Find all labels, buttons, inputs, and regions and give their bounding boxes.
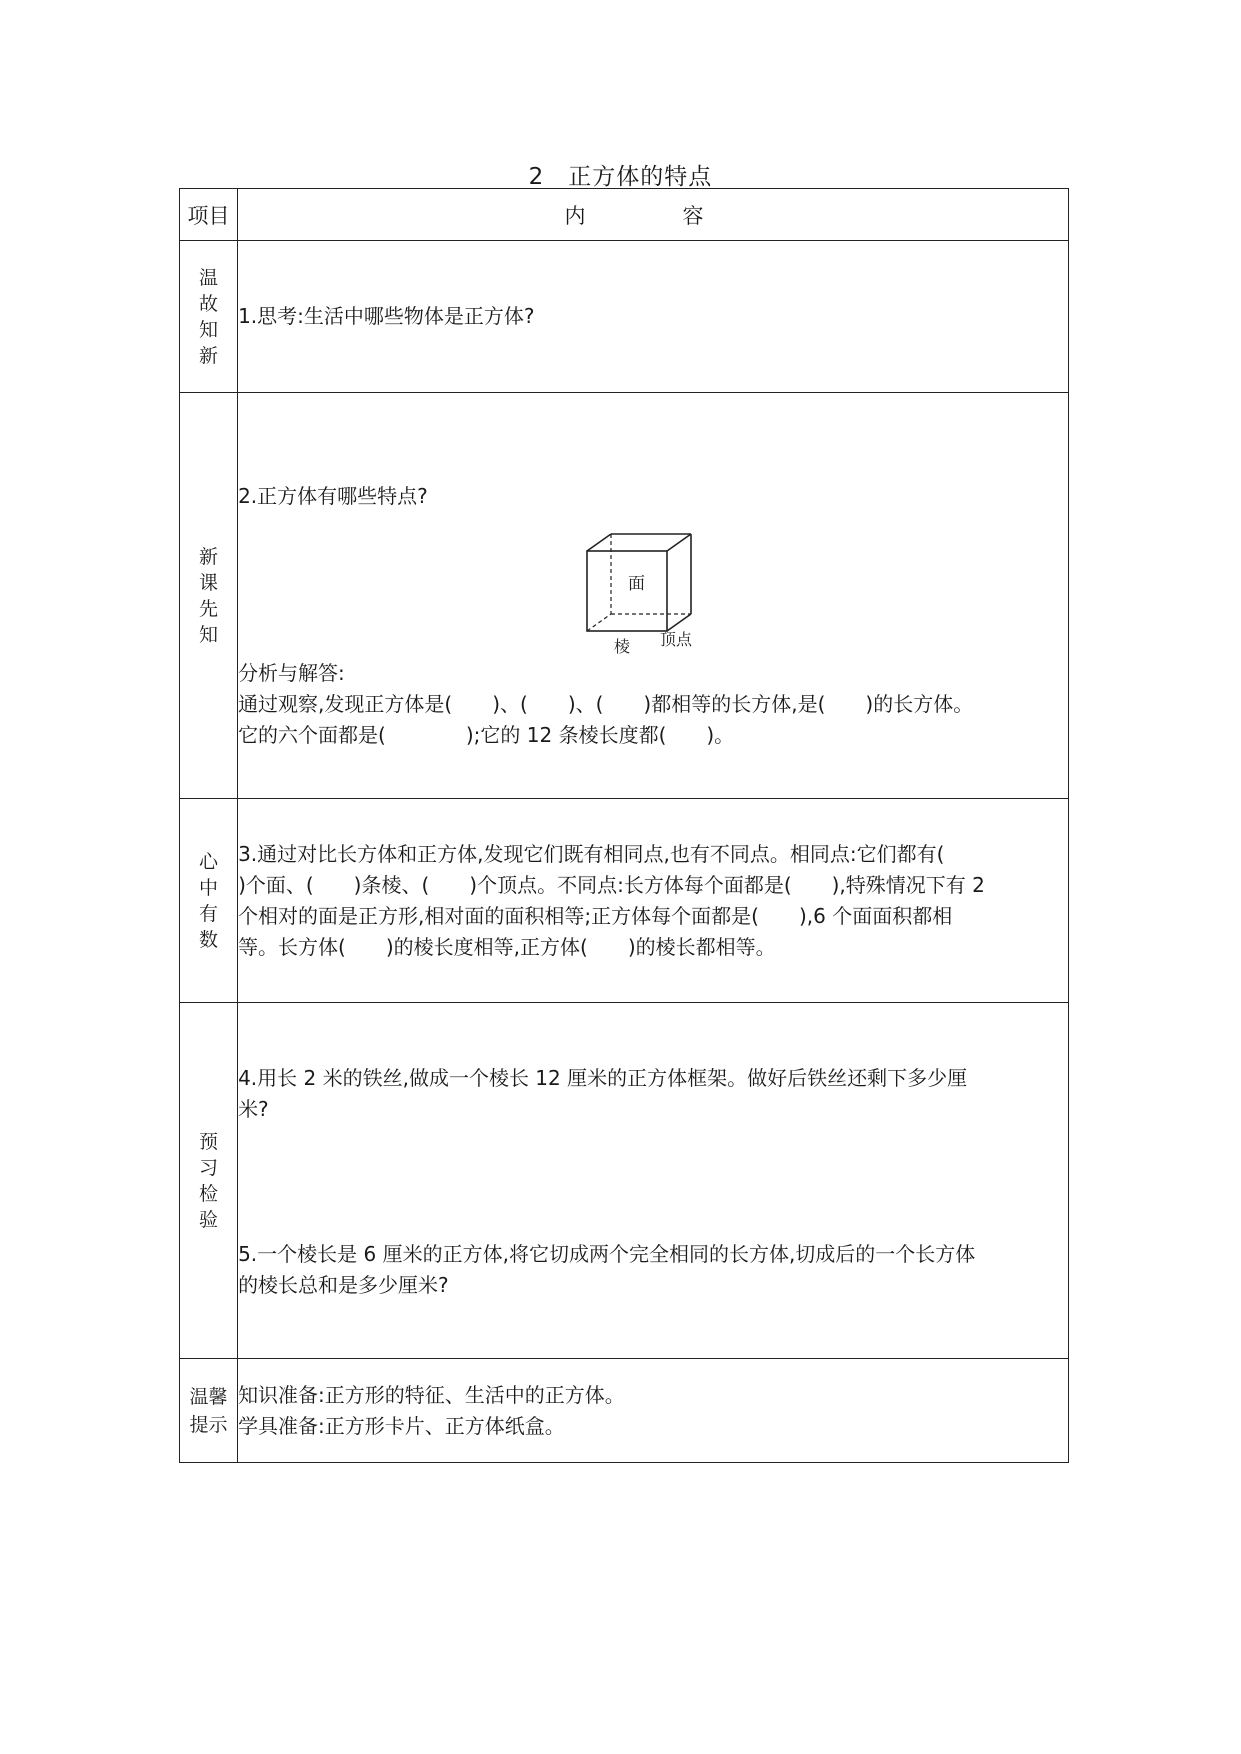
question-3-line-3: 个相对的面是正方形,相对面的面积相等;正方体每个面都是( ),6 个面面积都相 bbox=[238, 903, 953, 928]
analysis-line-2: 它的六个面都是( );它的 12 条棱长度都( )。 bbox=[238, 723, 735, 747]
vertex-label: 顶点 bbox=[660, 630, 693, 649]
question-3-line-4: 等。长方体( )的棱长度相等,正方体( )的棱长都相等。 bbox=[238, 934, 776, 959]
tip-knowledge: 知识准备:正方形的特征、生活中的正方体。 bbox=[238, 1382, 625, 1407]
question-2: 2.正方体有哪些特点? bbox=[238, 484, 428, 508]
row-check-understanding bbox=[180, 799, 1069, 1003]
row-label-check: 心中有数 bbox=[199, 850, 219, 951]
cube-diagram bbox=[578, 524, 728, 656]
row-tips bbox=[180, 1359, 1069, 1463]
question-5-line-2: 的棱长总和是多少厘米? bbox=[238, 1273, 449, 1297]
row-label-new-lesson: 新课先知 bbox=[199, 545, 219, 646]
page-title: 2 正方体的特点 bbox=[528, 164, 713, 190]
question-4-line-1: 4.用长 2 米的铁丝,做成一个棱长 12 厘米的正方体框架。做好后铁丝还剩下多少厘 bbox=[238, 1066, 968, 1090]
analysis-line-1: 通过观察,发现正方体是( )、( )、( )都相等的长方体,是( )的长方体。 bbox=[238, 692, 974, 716]
tip-materials: 学具准备:正方形卡片、正方体纸盒。 bbox=[238, 1413, 565, 1438]
header-row bbox=[180, 189, 1069, 241]
cube-figure bbox=[578, 524, 728, 656]
cube-front-face bbox=[587, 551, 667, 631]
question-5-line-1: 5.一个棱长是 6 厘米的正方体,将它切成两个完全相同的长方体,切成后的一个长方体 bbox=[238, 1242, 976, 1266]
header-item: 项目 bbox=[180, 189, 238, 241]
question-1: 1.思考:生活中哪些物体是正方体? bbox=[238, 304, 535, 328]
header-content: 内 容 bbox=[238, 189, 1069, 241]
row-label-tips: 温馨提示 bbox=[189, 1385, 228, 1436]
question-3-line-1: 3.通过对比长方体和正方体,发现它们既有相同点,也有不同点。相同点:它们都有( bbox=[238, 841, 945, 866]
analysis-label: 分析与解答: bbox=[238, 661, 345, 685]
row-preview-new-lesson bbox=[180, 393, 1069, 799]
row-label-test: 预习检验 bbox=[199, 1130, 219, 1231]
face-label: 面 bbox=[628, 574, 646, 594]
question-4-line-2: 米? bbox=[238, 1097, 269, 1121]
edge-label: 棱 bbox=[614, 637, 631, 656]
row-review bbox=[180, 241, 1069, 393]
question-3-line-2: )个面、( )条棱、( )个顶点。不同点:长方体每个面都是( ),特殊情况下有 2 bbox=[238, 872, 985, 897]
row-preview-test bbox=[180, 1003, 1069, 1359]
row-label-review: 温故知新 bbox=[199, 266, 219, 367]
study-table bbox=[179, 188, 1069, 1463]
